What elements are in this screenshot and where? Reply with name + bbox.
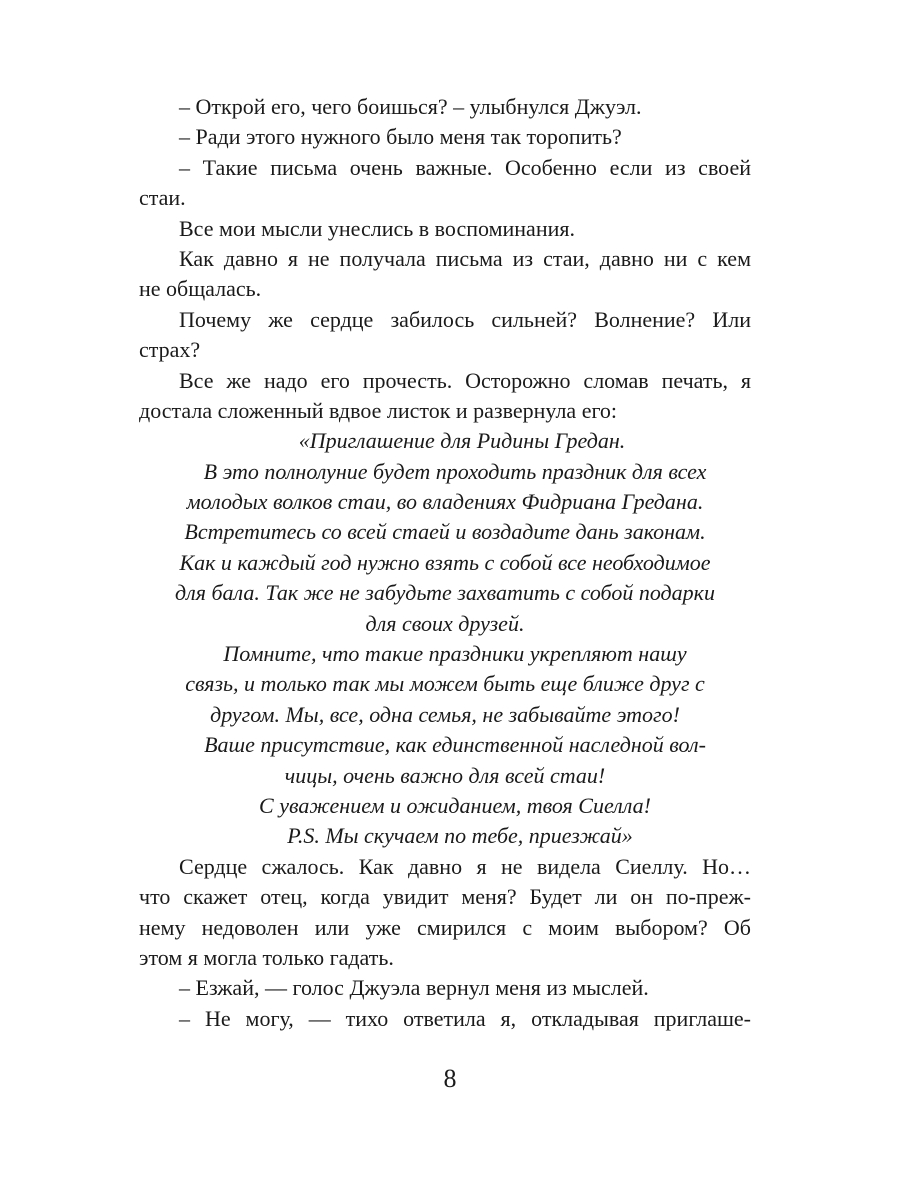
letter-signature: С уважением и ожиданием, твоя Сиелла! xyxy=(259,792,651,818)
page-number: 8 xyxy=(443,1064,457,1093)
letter-line: Встретитесь со всей стаей и воздадите дань законам. xyxy=(184,519,706,545)
text-line: Все мои мысли унеслись в воспоминания. xyxy=(179,215,575,241)
text-line: что скажет отец, когда увидит меня? Будет ли он по-преж- xyxy=(139,884,751,910)
page-body xyxy=(139,92,751,1034)
text-line: – Езжай, — голос Джуэла вернул меня из мыслей. xyxy=(179,975,649,1001)
text-line: не общалась. xyxy=(139,276,262,302)
letter-line: «Приглашение для Ридины Гредан. xyxy=(298,428,626,454)
text-line: Как давно я не получала письма из стаи, давно ни с кем xyxy=(179,245,751,271)
letter-line: для бала. Так же не забудьте захватить с собой подарки xyxy=(175,580,715,606)
text-line: – Не могу, — тихо ответила я, откладывая приглаше- xyxy=(179,1005,751,1031)
text-line: – Открой его, чего боишься? – улыбнулся Джуэл. xyxy=(179,94,642,119)
text-line: – Ради этого нужного было меня так торопить? xyxy=(179,124,622,150)
letter-postscript: P.S. Мы скучаем по тебе, приезжай» xyxy=(287,823,633,849)
letter-line: Ваше присутствие, как единственной наследной вол- xyxy=(204,732,706,758)
text-line: Почему же сердце забилось сильней? Волнение? Или xyxy=(179,306,751,332)
letter-line: молодых волков стаи, во владениях Фидриана Гредана. xyxy=(186,489,704,515)
text-line: стаи. xyxy=(139,185,186,211)
text-line: достала сложенный вдвое листок и развернула его: xyxy=(139,397,618,423)
letter-line: В это полнолуние будет проходить праздник для всех xyxy=(203,458,707,484)
letter-line: Помните, что такие праздники укрепляют нашу xyxy=(223,641,687,667)
text-line: страх? xyxy=(139,337,201,363)
letter-line: чицы, очень важно для всей стаи! xyxy=(284,762,606,788)
letter-line: Как и каждый год нужно взять с собой все необходимое xyxy=(179,549,711,575)
text-line: нему недоволен или уже смирился с моим выбором? Об xyxy=(139,914,751,940)
letter-line: для своих друзей. xyxy=(365,610,525,636)
letter-line: другом. Мы, все, одна семья, не забывайте этого! xyxy=(210,701,680,727)
text-line: этом я могла только гадать. xyxy=(139,944,394,970)
text-line: Все же надо его прочесть. Осторожно сломав печать, я xyxy=(179,367,751,393)
text-line: Сердце сжалось. Как давно я не видела Сиеллу. Но… xyxy=(179,853,751,879)
text-line: – Такие письма очень важные. Особенно если из своей xyxy=(179,154,751,180)
letter-line: связь, и только так мы можем быть еще ближе друг с xyxy=(185,671,705,697)
